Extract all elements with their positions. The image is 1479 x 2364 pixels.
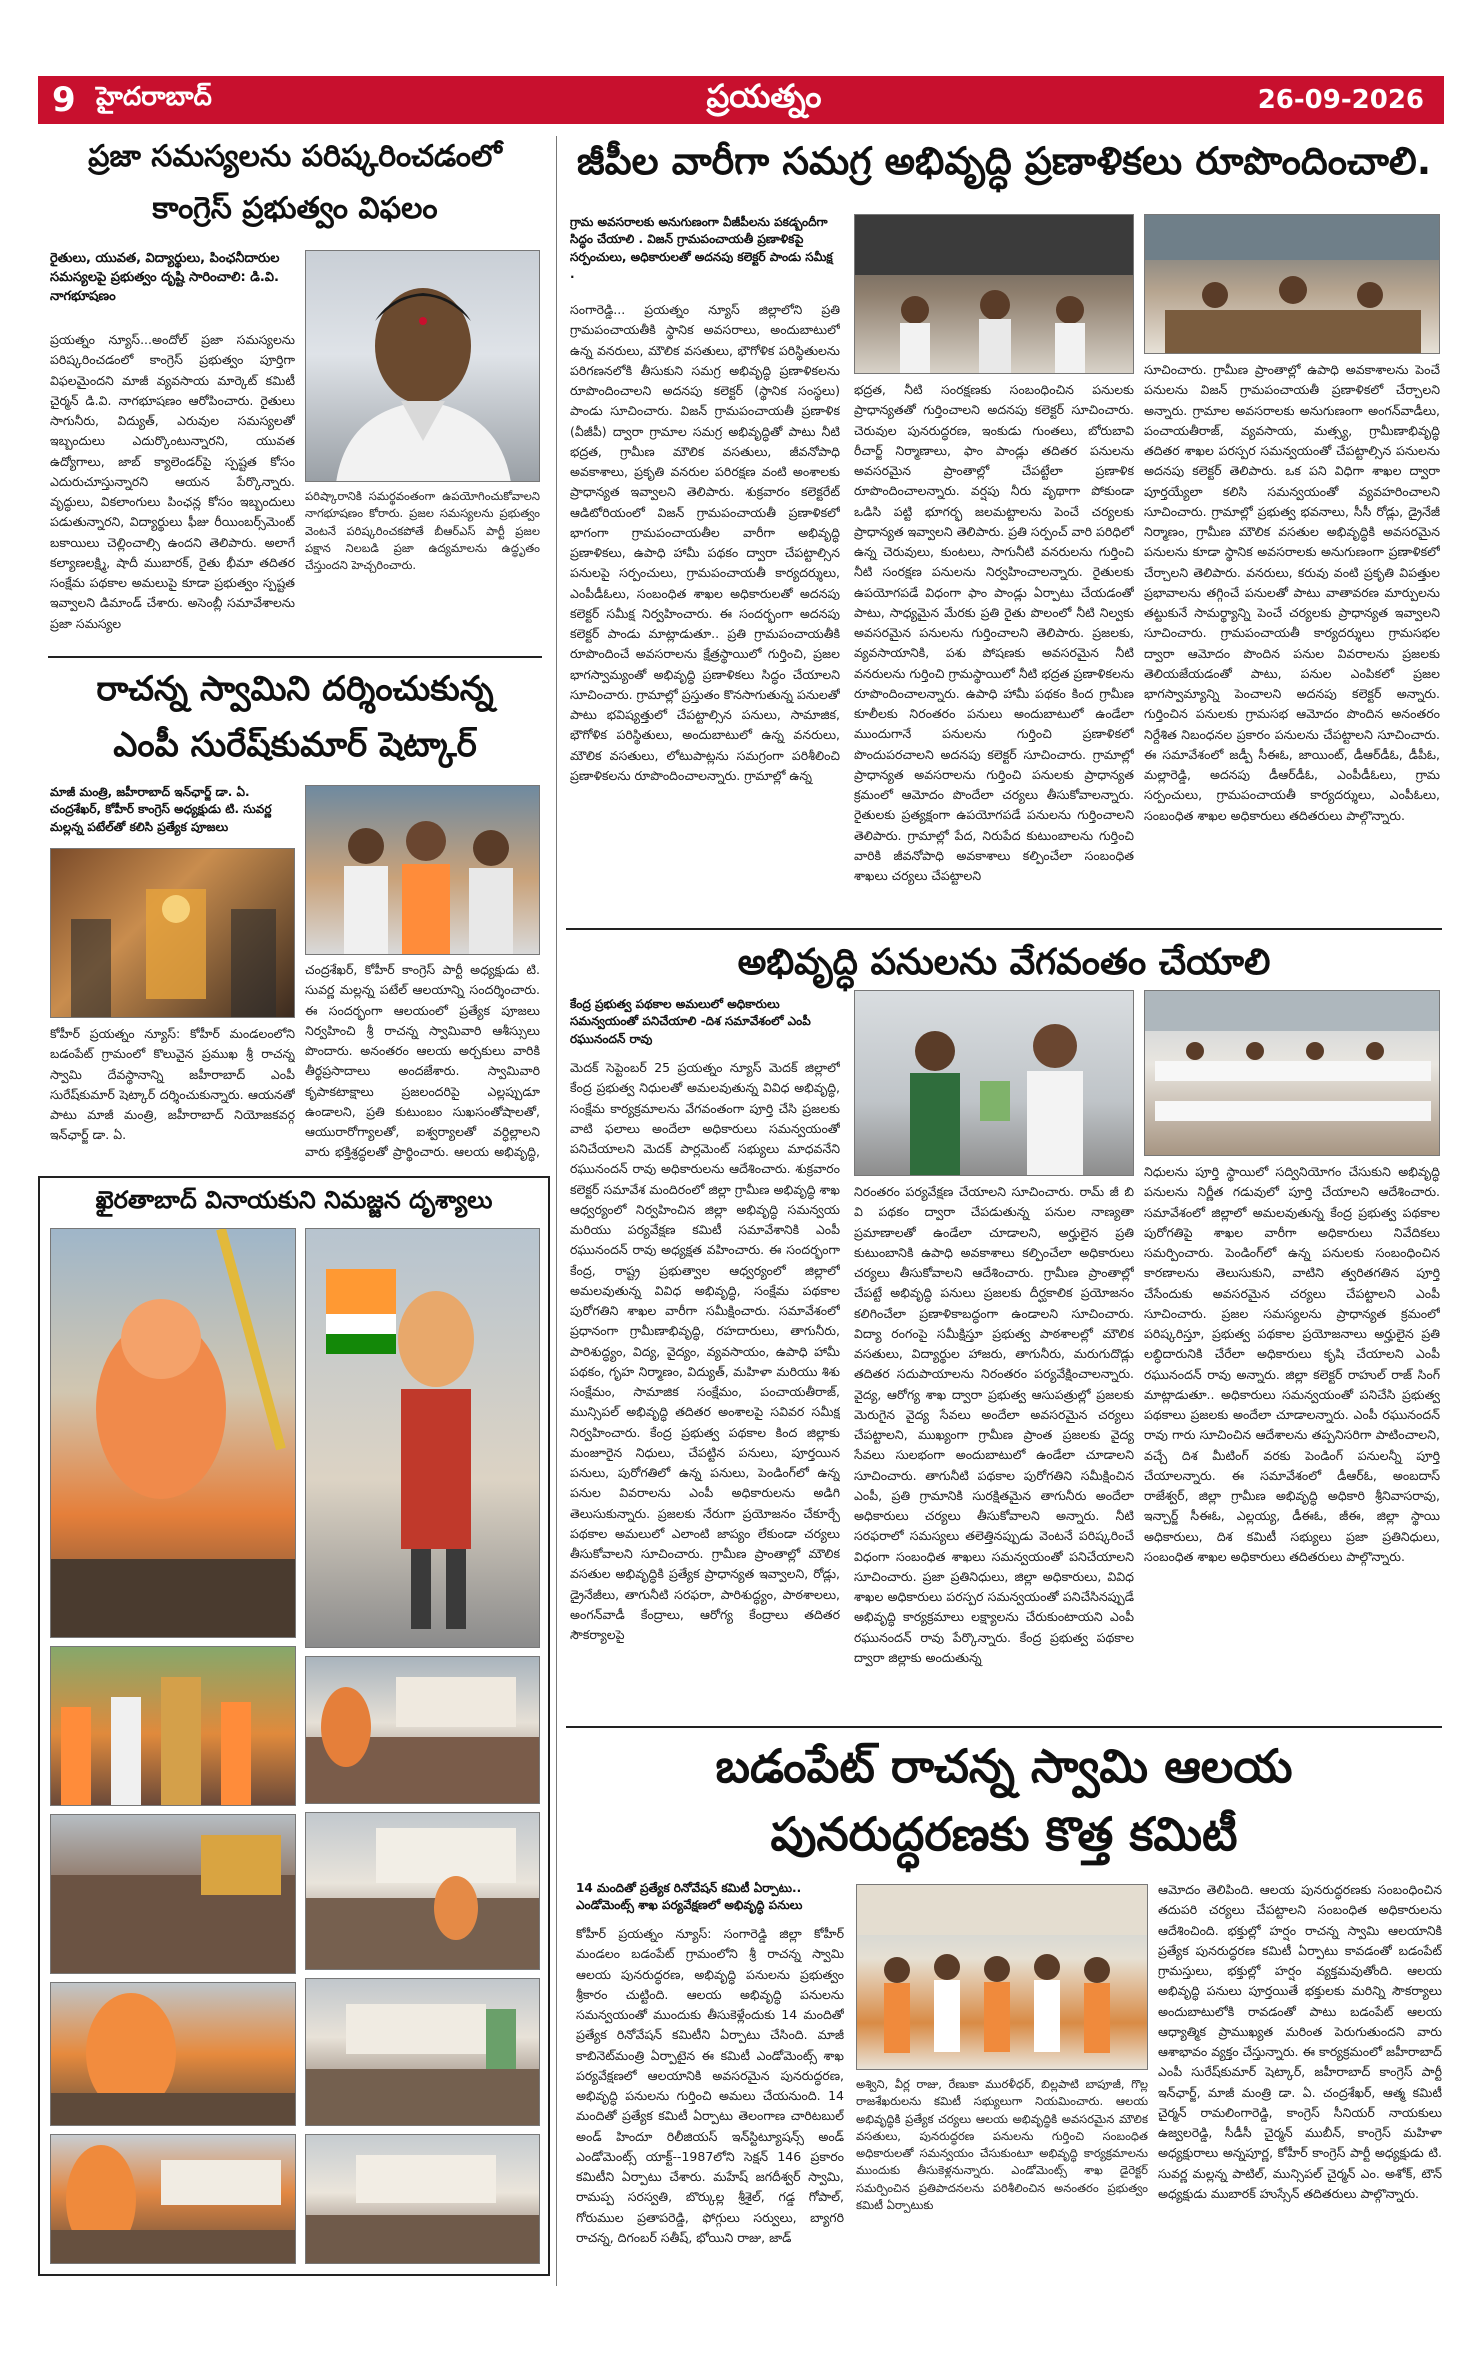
story1-body-continued: పరిష్కారానికి సమర్థవంతంగా ఉపయోగించుకోవాలని నాగభూషణం కోరారు. ప్రజల సమస్యలను ప్రభుత్వం వెంటనే పరిష్కరించకపోతే బీఆర్ఎస్ పార్టీ ప్రజల పక్షాన నిలబడి ప్రజా ఉద్యమాలను ఉద్ధృతం చేస్తుందని హెచ్చరించారు. — [305, 489, 540, 572]
ganesh-idol-icon — [51, 1983, 296, 2126]
story2-subhead: గ్రామ అవసరాలకు అనుగుణంగా వీజీపీలను పకడ్బందీగా సిద్ధం చేయాలి . విజన్ గ్రామపంచాయతీ ప్రణాళికపై సర్పంచులు, అధికారులతో అదనపు కలెక్టర్ పాండు సమీక్ష . — [570, 215, 833, 282]
divider — [48, 656, 542, 658]
meeting-hall-icon — [1145, 991, 1440, 1156]
meeting-dais-icon — [1145, 215, 1440, 354]
story5-committee-photo — [856, 1884, 1148, 2070]
story4-body-col1: మెదక్ సెప్టెంబర్ 25 ప్రయత్నం న్యూస్ మెదక్ జిల్లాలో కేంద్ర ప్రభుత్వ నిధులతో అమలవుతున్న వివిధ అభివృద్ధి, సంక్షేమ కార్యక్రమాలను వేగవంతంగా పూర్తి చేసి ప్రజలకు వాటి ఫలాలు అందేలా అధికారులు సమన్వయంతో పనిచేయాలని మెదక్ పార్లమెంట్ సభ్యులు మాధవనేని రఘునందన్ రావు అధికారులను ఆదేశించారు. శుక్రవారం కలెక్టర్ సమావేశ మందిరంలో జిల్లా గ్రామీణ అభివృద్ధి శాఖ ఆధ్వర్యంలో నిర్వహించిన జిల్లా అభివృద్ధి సమన్వయ మరియు పర్యవేక్షణ కమిటీ సమావేశానికి ఎంపీ రఘునందన్ రావు అధ్యక్షత వహించారు. ఈ సందర్భంగా కేంద్ర, రాష్ట్ర ప్రభుత్వాల ఆధ్వర్యంలో జిల్లాలో అమలవుతున్న వివిధ అభివృద్ధి, సంక్షేమ పథకాల పురోగతిని శాఖల వారీగా సమీక్షించారు. సమావేశంలో ప్రధానంగా గ్రామీణాభివృద్ధి, రహదారులు, తాగునీరు, పారిశుద్ధ్యం, విద్య, వైద్యం, వ్యవసాయం, ఉపాధి హామీ పథకం, గృహ నిర్మాణం, విద్యుత్, మహిళా మరియు శిశు సంక్షేమం, సామాజిక సంక్షేమం, పంచాయతీరాజ్, మున్సిపల్ అభివృద్ధి తదితర అంశాలపై సవివర సమీక్ష నిర్వహించారు. కేంద్ర ప్రభుత్వ పథకాల కింద జిల్లాకు మంజూరైన నిధులు, చేపట్టిన పనులు, పూర్తయిన పనులు, పురోగతిలో ఉన్న పనులు, పెండింగ్‌లో ఉన్న పనుల వివరాలను ఎంపీ అధికారులను అడిగి తెలుసుకున్నారు. ప్రజలకు నేరుగా ప్రయోజనం చేకూర్చే పథకాల అమలులో ఎలాంటి జాప్యం లేకుండా చర్యలు తీసుకోవాలని సూచించారు. గ్రామీణ ప్రాంతాల్లో మౌలిక వసతుల అభివృద్ధికి ప్రత్యేక ప్రాధాన్యత ఇవ్వాలని, రోడ్లు, డ్రైనేజీలు, తాగునీటి సరఫరా, పారిశుద్ధ్యం, పాఠశాలలు, అంగన్‌వాడీ కేంద్రాలు, ఆరోగ్య కేంద్రాలు తదితర సౌకర్యాలపై — [570, 1060, 840, 1642]
story4-headline: అభివృద్ధి పనులను వేగవంతం చేయాలి — [737, 942, 1271, 983]
story3-subhead: మాజీ మంత్రి, జహీరాబాద్ ఇన్‌ఛార్జ్ డా. ఏ. చంద్రశేఖర్, కోహీర్ కాంగ్రెస్ అధ్యక్షుడు టి. సువర్ణ మల్లన్న పటేల్‌తో కలిసి ప్రత్యేక పూజలు — [50, 785, 272, 834]
story5-body-col2: అశ్విని, వీర్ల రాజు, రేణుకా మురళీధర్, బిల్లపాటి బాపూజీ, గొల్ల రాజశేఖరులను కమిటీ సభ్యులుగా నియమించారు. ఆలయ అభివృద్ధికి ప్రత్యేక చర్యలు ఆలయ అభివృద్ధికి అవసరమైన మౌలిక వసతులు, పునరుద్ధరణ పనులను గుర్తించి సంబంధిత అధికారులతో సమన్వయం చేసుకుంటూ అభివృద్ధి కార్యక్రమాలను ముందుకు తీసుకెళ్లనున్నారు. ఎండోమెంట్స్ శాఖ డైరెక్టర్ సమర్పించిన ప్రతిపాదనలను పరిశీలించిన అనంతరం ప్రభుత్వం కమిటీ ఏర్పాటుకు — [856, 2077, 1148, 2212]
meeting-hall-icon — [855, 215, 1134, 374]
gallery-photo-idol-2 — [50, 1982, 296, 2126]
story5-headline-line1: బడంపేట్ రాచన్న స్వామి ఆలయ — [715, 1739, 1293, 1793]
gallery-photo-crowd-3 — [305, 1812, 540, 1970]
gallery-photo-crowd-1 — [305, 1656, 540, 1804]
costumed-dancer-icon — [306, 1229, 540, 1648]
leaders-group-icon — [306, 786, 540, 955]
story1-headline-line2: కాంగ్రెస్ ప్రభుత్వం విఫలం — [152, 191, 438, 226]
story3-headline-line2: ఎంపీ సురేష్‌కుమార్ షెట్కార్ — [113, 725, 477, 765]
story4-body-col3: నిధులను పూర్తి స్థాయిలో సద్వినియోగం చేసుకుని అభివృద్ధి పనులను నిర్ణీత గడువులో పూర్తి చేయాలని ఆదేశించారు. సమావేశంలో జిల్లాలో అమలవుతున్న కేంద్ర ప్రభుత్వ పథకాల పురోగతిపై శాఖల వారీగా అధికారులు నివేదికలు సమర్పించారు. పెండింగ్‌లో ఉన్న పనులకు సంబంధించిన కారణాలను తెలుసుకుని, వాటిని త్వరితగతిన పూర్తి చేసేందుకు అవసరమైన చర్యలు చేపట్టాలని ఎంపీ సూచించారు. ప్రజల సమస్యలను ప్రాధాన్యత క్రమంలో పరిష్కరిస్తూ, ప్రభుత్వ పథకాల ప్రయోజనాలు అర్హులైన ప్రతి లబ్ధిదారునికి చేరేలా అధికారులు కృషి చేయాలని ఎంపీ రఘునందన్ రావు అన్నారు. జిల్లా కలెక్టర్ రాహుల్ రాజ్ సింగ్ మాట్లాడుతూ.. అధికారులు సమన్వయంతో పనిచేసి ప్రభుత్వ పథకాలు ప్రజలకు అందేలా చూడాలన్నారు. ఎంపీ రఘునందన్ రావు గారు సూచించిన ఆదేశాలను తప్పనిసరిగా పాటించాలని, వచ్చే దిశ మీటింగ్ వరకు పెండింగ్ పనులన్నీ పూర్తి చేయాలన్నారు. ఈ సమావేశంలో డీఆర్‌ఓ, అంబదాస్ రాజేశ్వర్, జిల్లా గ్రామీణ అభివృద్ధి అధికారి శ్రీనివాసరావు, ఇన్చార్జ్ సీఈఓ, ఎల్లయ్య, డీఈఓ, జీఈ, జిల్లా స్థాయి అధికారులు, దిశ కమిటీ సభ్యులు ప్రజా ప్రతినిధులు, సంబంధిత శాఖల అధికారులు తదితరులు పాల్గొన్నారు. — [1144, 1164, 1440, 1564]
issue-date: 26-09-2026 — [1257, 85, 1424, 115]
story2-body-col1: సంగారెడ్డి... ప్రయత్నం న్యూస్ జిల్లాలోని ప్రతి గ్రామపంచాయతీకి స్థానిక అవసరాలు, అందుబాటులో ఉన్న వనరులు, మౌలిక వసతులు, భౌగోళిక పరిస్థితులను పరిగణనలోకి తీసుకుని సమగ్ర అభివృద్ధి ప్రణాళికలను రూపొందించాలని అదనపు కలెక్టర్ (స్థానిక సంస్థలు) పాండు సూచించారు. విజన్ గ్రామపంచాయతీ ప్రణాళిక (వీజీపీ) ద్వారా గ్రామాల సమగ్ర అభివృద్ధితో పాటు నీటి భద్రత, గ్రామీణ మౌలిక వసతులు, జీవనోపాధి అవకాశాలు, ప్రకృతి వనరుల పరిరక్షణ వంటి అంశాలకు ప్రాధాన్యత ఇవ్వాలని తెలిపారు. శుక్రవారం కలెక్టరేట్ ఆడిటోరియంలో విజన్ గ్రామపంచాయతీ ప్రణాళికలో భాగంగా గ్రామపంచాయతీల వారీగా అభివృద్ధి ప్రణాళికలు, ఉపాధి హామీ పథకం ద్వారా చేపట్టాల్సిన పనులపై సర్పంచులు, గ్రామపంచాయతీ కార్యదర్శులు, ఎంపీడీఓలు, సంబంధిత శాఖల అధికారులతో అదనపు కలెక్టర్ సమీక్ష నిర్వహించారు. ఈ సందర్భంగా అదనపు కలెక్టర్ పాండు మాట్లాడుతూ.. ప్రతి గ్రామపంచాయతీకి రూపొందించే అవసరాలను క్షేత్రస్థాయిలో గుర్తించి, ప్రజల భాగస్వామ్యంతో అభివృద్ధి ప్రణాళికలు సిద్ధం చేయాలని సూచించారు. గ్రామాల్లో ప్రస్తుతం కొనసాగుతున్న పనులతో పాటు భవిష్యత్తులో చేపట్టాల్సిన పనులు, సామాజిక, భౌగోళిక పరిస్థితులు, అందుబాటులో ఉన్న వనరులు, మౌలిక వసతులు, లోటుపాట్లను సమగ్రంగా పరిశీలించి ప్రణాళికలను రూపొందించాలన్నారు. గ్రామాల్లో ఉన్న — [570, 302, 840, 783]
gallery-photo-dancer — [305, 1228, 540, 1648]
story1-subhead: రైతులు, యువత, విద్యార్థులు, పింఛనీదారుల సమస్యలపై ప్రభుత్వం దృష్టి సారించాలి: డి.వి. నాగభూషణం — [50, 251, 280, 304]
temple-puja-icon — [51, 849, 295, 1018]
story2-body-col3: సూచించారు. గ్రామీణ ప్రాంతాల్లో ఉపాధి అవకాశాలను పెంచే పనులను విజన్ గ్రామపంచాయతీ ప్రణాళికలో చేర్చాలని అన్నారు. గ్రామాల అవసరాలకు అనుగుణంగా అంగన్‌వాడీలు, పంచాయతీరాజ్, వ్యవసాయ, మత్స్య, గ్రామీణాభివృద్ధి తదితర శాఖల పరస్పర సమన్వయంతో చేపట్టాల్సిన పనులను అదనపు కలెక్టర్ తెలిపారు. ఒక పని విధిగా శాఖల ద్వారా పూర్తయ్యేలా కలిసి సమన్వయంతో వ్యవహరించాలని సూచించారు. గ్రామాల్లో ప్రభుత్వ భవనాలు, సీసీ రోడ్లు, డ్రైనేజీ నిర్మాణం, గ్రామీణ మౌలిక వసతుల అభివృద్ధికి అవసరమైన పనులను కూడా స్థానిక అవసరాలకు అనుగుణంగా ప్రణాళికలో చేర్చాలని తెలిపారు. వనరులు, కరువు వంటి ప్రకృతి విపత్తుల ప్రభావాలను తగ్గించే పనులతో పాటు వాతావరణ మార్పులను తట్టుకునే సామర్థ్యాన్ని పెంచే చర్యలకు ప్రాధాన్యత ఇవ్వాలని సూచించారు. గ్రామపంచాయతీ కార్యదర్శులు గ్రామసభల ద్వారా ఆమోదం పొందిన పనుల వివరాలను ప్రజలకు తెలియజేయడంతో పాటు, పనుల ఎంపికలో ప్రజల భాగస్వామ్యాన్ని పెంచాలని అదనపు కలెక్టర్ అన్నారు. గుర్తించిన పనులకు గ్రామసభ ఆమోదం పొందిన అనంతరం నిర్దేశిత నిబంధనల ప్రకారం పనులను చేపట్టాలని సూచించారు. ఈ సమావేశంలో జడ్పీ సీఈఓ, జాయింట్, డీఆర్‌డీఓ, డీపీఓ, మల్లారెడ్డి, అదనపు డీఆర్‌డీఓ, ఎంపీడీఓలు, గ్రామ సర్పంచులు, గ్రామపంచాయతీ కార్యదర్శులు, ఎంపీఓలు, సంబంధిత శాఖల అధికారులు తదితరులు పాల్గొన్నారు. — [1144, 362, 1440, 823]
story3-leaders-photo — [305, 785, 540, 955]
person-portrait-icon — [306, 251, 540, 482]
ganesh-idol-icon — [51, 1229, 296, 1638]
ganesh-idol-icon — [51, 2135, 296, 2264]
story1-body: ప్రయత్నం న్యూస్...అందోల్ ప్రజా సమస్యలను పరిష్కరించడంలో కాంగ్రెస్ ప్రభుత్వం పూర్తిగా విఫలమైందని మాజీ వ్యవసాయ మార్కెట్ కమిటీ చైర్మన్ డి.వి. నాగభూషణం ఆరోపించారు. రైతులు సాగునీరు, విద్యుత్, ఎరువుల సమస్యలతో ఇబ్బందులు ఎదుర్కొంటున్నారని, యువత ఉద్యోగాలు, జాబ్ క్యాలెండర్‌పై స్పష్టత కోసం ఎదురుచూస్తున్నారని ఆయన పేర్కొన్నారు. వృద్ధులు, వికలాంగులు పింఛన్ల కోసం ఇబ్బందులు పడుతున్నారని, విద్యార్థులు ఫీజు రీయింబర్స్‌మెంట్ బకాయిలు చెల్లించాల్సి ఉందని తెలిపారు. అలాగే కల్యాణలక్ష్మి, షాదీ ముబారక్, రైతు భీమా తదితర సంక్షేమ పథకాల అమలుపై కూడా ప్రభుత్వం స్పష్టత ఇవ్వాలని డిమాండ్ చేశారు. అసెంబ్లీ సమావేశాలను ప్రజా సమస్యల — [50, 332, 295, 631]
gallery-photo-idol-crane — [50, 1228, 296, 1638]
story4-felicitation-photo — [854, 990, 1134, 1176]
story2-body-col2: భద్రత, నీటి సంరక్షణకు సంబంధించిన పనులకు ప్రాధాన్యతతో గుర్తించాలని అదనపు కలెక్టర్ సూచించారు. చెరువుల పునరుద్ధరణ, ఇంకుడు గుంతలు, బోరుబావి రీచార్జ్ నిర్మాణాలు, ఫాం పాండ్లు తదితర పనులను అవసరమైన ప్రాంతాల్లో చేపట్టేలా ప్రణాళిక రూపొందించాలన్నారు. వర్షపు నీరు వృథాగా పోకుండా ఒడిసి పట్టి భూగర్భ జలమట్టాలను పెంచే చర్యలకు ప్రాధాన్యత ఇవ్వాలని తెలిపారు. ప్రతి సర్పంచ్ వారి పరిధిలో ఉన్న చెరువులు, కుంటలు, సాగునీటి వనరులను గుర్తించి నీటి సంరక్షణ పనులను నిర్వహించాలన్నారు. రైతులకు ఉపయోగపడే విధంగా ఫాం పాండ్లు ఏర్పాటు చేయడంతో పాటు, సాధ్యమైన మేరకు ప్రతి రైతు పొలంలో నీటి నిల్వకు అవసరమైన పనులను గుర్తించాలని తెలిపారు. ప్రజలకు, వ్యవసాయానికి, పశు పోషణకు అవసరమైన నీటి వనరులను గుర్తించి గ్రామస్థాయిలో నీటి భద్రత ప్రణాళికలను రూపొందించాలన్నారు. ఉపాధి హామీ పథకం కింద గ్రామీణ కూలీలకు నిరంతరం పనులు అందుబాటులో ఉండేలా ముందుగానే పనులను గుర్తించి ప్రణాళికలో పొందుపరచాలని అదనపు కలెక్టర్ సూచించారు. గ్రామాల్లో ప్రాధాన్యత అవసరాలను గుర్తించి పనులకు ప్రాధాన్యత క్రమంలో ఆమోదం పొందేలా చర్యలు తీసుకోవాలన్నారు. రైతులకు ప్రత్యక్షంగా ఉపయోగపడే పనులను గుర్తించాలని తెలిపారు. గ్రామాల్లో పేద, నిరుపేద కుటుంబాలను గుర్తించి వారికి జీవనోపాధి అవకాశాలు కల్పించేలా సంబంధిత శాఖలు చర్యలు చేపట్టాలని — [854, 382, 1134, 883]
divider — [566, 1726, 1442, 1728]
crowd-building-icon — [306, 1979, 540, 2126]
story5-body-col3: ఆమోదం తెలిపింది. ఆలయ పునరుద్ధరణకు సంబంధించిన తదుపరి చర్యలు చేపట్టాలని సంబంధిత అధికారులను ఆదేశించింది. భక్తుల్లో హర్షం రాచన్న స్వామి ఆలయానికి ప్రత్యేక పునరుద్ధరణ కమిటీ ఏర్పాటు కావడంతో బడంపేట్ గ్రామస్తులు, భక్తుల్లో హర్షం వ్యక్తమవుతోంది. ఆలయ అభివృద్ధి పనులు పూర్తయితే భక్తులకు మరిన్ని సౌకర్యాలు అందుబాటులోకి రావడంతో పాటు బడంపేట్ ఆలయ ఆధ్యాత్మిక ప్రాముఖ్యత మరింత పెరుగుతుందని వారు ఆశాభావం వ్యక్తం చేస్తున్నారు. ఈ కార్యక్రమంలో జహీరాబాద్ ఎంపీ సురేష్‌కుమార్ షెట్కార్, జహీరాబాద్ కాంగ్రెస్ పార్టీ ఇన్‌ఛార్జ్, మాజీ మంత్రి డా. ఏ. చంద్రశేఖర్, ఆత్మ కమిటీ చైర్మన్ రామలింగారెడ్డి, కాంగ్రెస్ సీనియర్ నాయకులు ఉజ్వలరెడ్డి, సీడీసీ చైర్మన్ ముబీన్, కాంగ్రెస్ మహిళా అధ్యక్షురాలు అన్నపూర్ణ, కోహీర్ కాంగ్రెస్ పార్టీ అధ్యక్షుడు టి. సువర్ణ మల్లన్న పాటిల్, మున్సిపల్ చైర్మన్ ఎం. అశోక్, టౌన్ అధ్యక్షుడు ముబారక్ హుస్సేన్ తదితరులు పాల్గొన్నారు. — [1158, 1882, 1442, 2201]
story2-meeting-photo-2 — [1144, 214, 1440, 354]
story4-body-col2: నిరంతరం పర్యవేక్షణ చేయాలని సూచించారు. రామ్ జీ బి వి పథకం ద్వారా చేపడుతున్న పనుల నాణ్యతా ప్రమాణాలతో ఉండేలా చూడాలని, అర్హులైన ప్రతి కుటుంబానికి ఉపాధి అవకాశాలు కల్పించేలా అధికారులు చర్యలు తీసుకోవాలని ఆదేశించారు. గ్రామీణ ప్రాంతాల్లో చేపట్టే అభివృద్ధి పనులు ప్రజలకు దీర్ఘకాలిక ప్రయోజనం కలిగించేలా ప్రణాళికాబద్ధంగా ఉండాలని సూచించారు. విద్యా రంగంపై సమీక్షిస్తూ ప్రభుత్వ పాఠశాలల్లో మౌలిక వసతులు, విద్యార్థుల హాజరు, తాగునీరు, మరుగుదొడ్లు తదితర సదుపాయాలను నిరంతరం పర్యవేక్షించాలన్నారు. వైద్య, ఆరోగ్య శాఖ ద్వారా ప్రభుత్వ ఆసుపత్రుల్లో ప్రజలకు మెరుగైన వైద్య సేవలు అందేలా అవసరమైన చర్యలు చేపట్టాలని, ముఖ్యంగా గ్రామీణ ప్రాంత ప్రజలకు వైద్య సేవలు సులభంగా అందుబాటులో ఉండేలా చూడాలని సూచించారు. తాగునీటి పథకాల పురోగతిని సమీక్షించిన ఎంపీ, ప్రతి గ్రామానికి సురక్షితమైన తాగునీరు అందేలా అధికారులు చర్యలు తీసుకోవాలని అన్నారు. నీటి సరఫరాలో సమస్యలు తలెత్తినప్పుడు వెంటనే పరిష్కరించే విధంగా సంబంధిత శాఖలు సమన్వయంతో పనిచేయాలని సూచించారు. ప్రజా ప్రతినిధులు, జిల్లా అధికారులు, వివిధ శాఖల అధికారులు పరస్పర సమన్వయంతో పనిచేసినప్పుడే అభివృద్ధి కార్యక్రమాలు లక్ష్యాలను చేరుకుంటాయని ఎంపీ రఘునందన్ రావు పేర్కొన్నారు. కేంద్ర ప్రభుత్వ పథకాల ద్వారా జిల్లాకు అందుతున్న — [854, 1184, 1134, 1665]
story1-headline-line1: ప్రజా సమస్యలను పరిష్కరించడంలో — [88, 139, 502, 174]
story3-body-left: కోహీర్ ప్రయత్నం న్యూస్: కోహీర్ మండలంలోని బడంపేట్ గ్రామంలో కొలువైన ప్రముఖ శ్రీ రాచన్న స్వామి దేవస్థానాన్ని జహీరాబాద్ ఎంపీ సురేష్‌కుమార్ షెట్కార్ దర్శించుకున్నారు. ఆయనతో పాటు మాజీ మంత్రి, జహీరాబాద్ నియోజకవర్గ ఇన్‌ఛార్జ్ డా. ఏ. — [50, 1026, 295, 1143]
story3-body-right: చంద్రశేఖర్, కోహీర్ కాంగ్రెస్ పార్టీ అధ్యక్షుడు టి. సువర్ణ మల్లన్న పటేల్ ఆలయాన్ని సందర్శించారు. ఈ సందర్భంగా ఆలయంలో ప్రత్యేక పూజలు నిర్వహించి శ్రీ రాచన్న స్వామివారి ఆశీస్సులు పొందారు. అనంతరం ఆలయ అర్చకులు వారికి తీర్థప్రసాదాలు అందజేశారు. స్వామివారి కృపాకటాక్షాలు ప్రజలందరిపై ఎల్లప్పుడూ ఉండాలని, ప్రతి కుటుంబం సుఖసంతోషాలతో, ఆయురారోగ్యాలతో, ఐశ్వర్యాలతో వర్ధిల్లాలని వారు భక్తిశ్రద్ధలతో ప్రార్థించారు. ఆలయ అభివృద్ధి, — [305, 962, 540, 1160]
column-divider — [556, 136, 557, 2286]
committee-group-icon — [857, 1885, 1148, 2070]
story3-headline-line1: రాచన్న స్వామిని దర్శించుకున్న — [96, 669, 494, 709]
masthead-bar — [38, 76, 1444, 124]
gallery-photo-procession — [50, 1646, 296, 1806]
gallery-photo-crowd-5 — [305, 2134, 540, 2264]
story1-portrait-photo — [305, 250, 540, 482]
gallery-photo-idol-3 — [50, 2134, 296, 2264]
story3-temple-photo — [50, 848, 295, 1018]
gallery-title: ఖైరతాబాద్ వినాయకుని నిమజ్జన దృశ్యాలు — [95, 1186, 493, 1214]
story4-meeting-photo — [1144, 990, 1440, 1156]
story5-headline-line2: పునరుద్ధరణకు కొత్త కమిటీ — [770, 1807, 1238, 1861]
story2-headline: జీపీల వారీగా సమగ్ర అభివృద్ధి ప్రణాళికలు రూపొందించాలి. — [576, 139, 1432, 183]
felicitation-icon — [855, 991, 1134, 1176]
story5-body-col1: కోహీర్ ప్రయత్నం న్యూస్: సంగారెడ్డి జిల్లా కోహీర్ మండలం బడంపేట్ గ్రామంలోని శ్రీ రాచన్న స్వామి ఆలయ పునరుద్ధరణ, అభివృద్ధి పనులను ప్రభుత్వం శ్రీకారం చుట్టింది. ఆలయ అభివృద్ధి పనులను సమన్వయంతో ముందుకు తీసుకెళ్లేందుకు 14 మందితో ప్రత్యేక రినోవేషన్ కమిటీని ఏర్పాటు చేసింది. మాజీ కాబినెట్‌మంత్రి ఏర్పాటైన ఈ కమిటీ ఎండోమెంట్స్ శాఖ పర్యవేక్షణలో ఆలయానికి అవసరమైన పునరుద్ధరణ, అభివృద్ధి పనులను గుర్తించి అమలు చేయనుంది. 14 మందితో ప్రత్యేక కమిటీ ఏర్పాటు తెలంగాణ చారిటబుల్ అండ్ హిందూ రిలీజియస్ ఇన్‌స్టిట్యూషన్స్ అండ్ ఎండోమెంట్స్ యాక్ట్--1987లోని సెక్షన్ 146 ప్రకారం కమిటీని ఏర్పాటు చేశారు. మహేష్ జగదీశ్వర్ స్వామి, రామప్ప సరస్వతి, బొర్కుల్ల శ్రీశైల్, గడ్డ గోపాల్, గోరుముల ప్రతాపరెడ్డి, ఫోగ్గులు సర్వులు, బ్యాగరి రాచన్న, దిగంబర్ సతీష్, భోయిని రాజు, జాడ్ — [576, 1926, 844, 2245]
section-city: హైదరాబాద్ — [96, 82, 212, 112]
crowd-building-icon — [306, 1657, 540, 1804]
crowd-icon — [51, 1815, 296, 1974]
crowd-building-icon — [306, 2135, 540, 2264]
gallery-photo-crowd-2 — [50, 1814, 296, 1974]
story4-subhead: కేంద్ర ప్రభుత్వ పథకాల అమలులో అధికారులు సమన్వయంతో పనిచేయాలి -దిశ సమావేశంలో ఎంపీ రఘునందన్ రావు — [570, 997, 811, 1046]
gallery-photo-crowd-4 — [305, 1978, 540, 2126]
story5-subhead: 14 మందితో ప్రత్యేక రినోవేషన్ కమిటీ ఏర్పాటు.. ఎండోమెంట్స్ శాఖ పర్యవేక్షణలో అభివృద్ధి పనులు — [576, 1881, 803, 1913]
page-number: 9 — [52, 80, 76, 120]
procession-crowd-icon — [51, 1647, 296, 1806]
crowd-building-icon — [306, 1813, 540, 1970]
newspaper-brand: ప్రయత్నం — [706, 77, 822, 115]
divider — [566, 928, 1442, 930]
story2-meeting-photo-1 — [854, 214, 1134, 374]
